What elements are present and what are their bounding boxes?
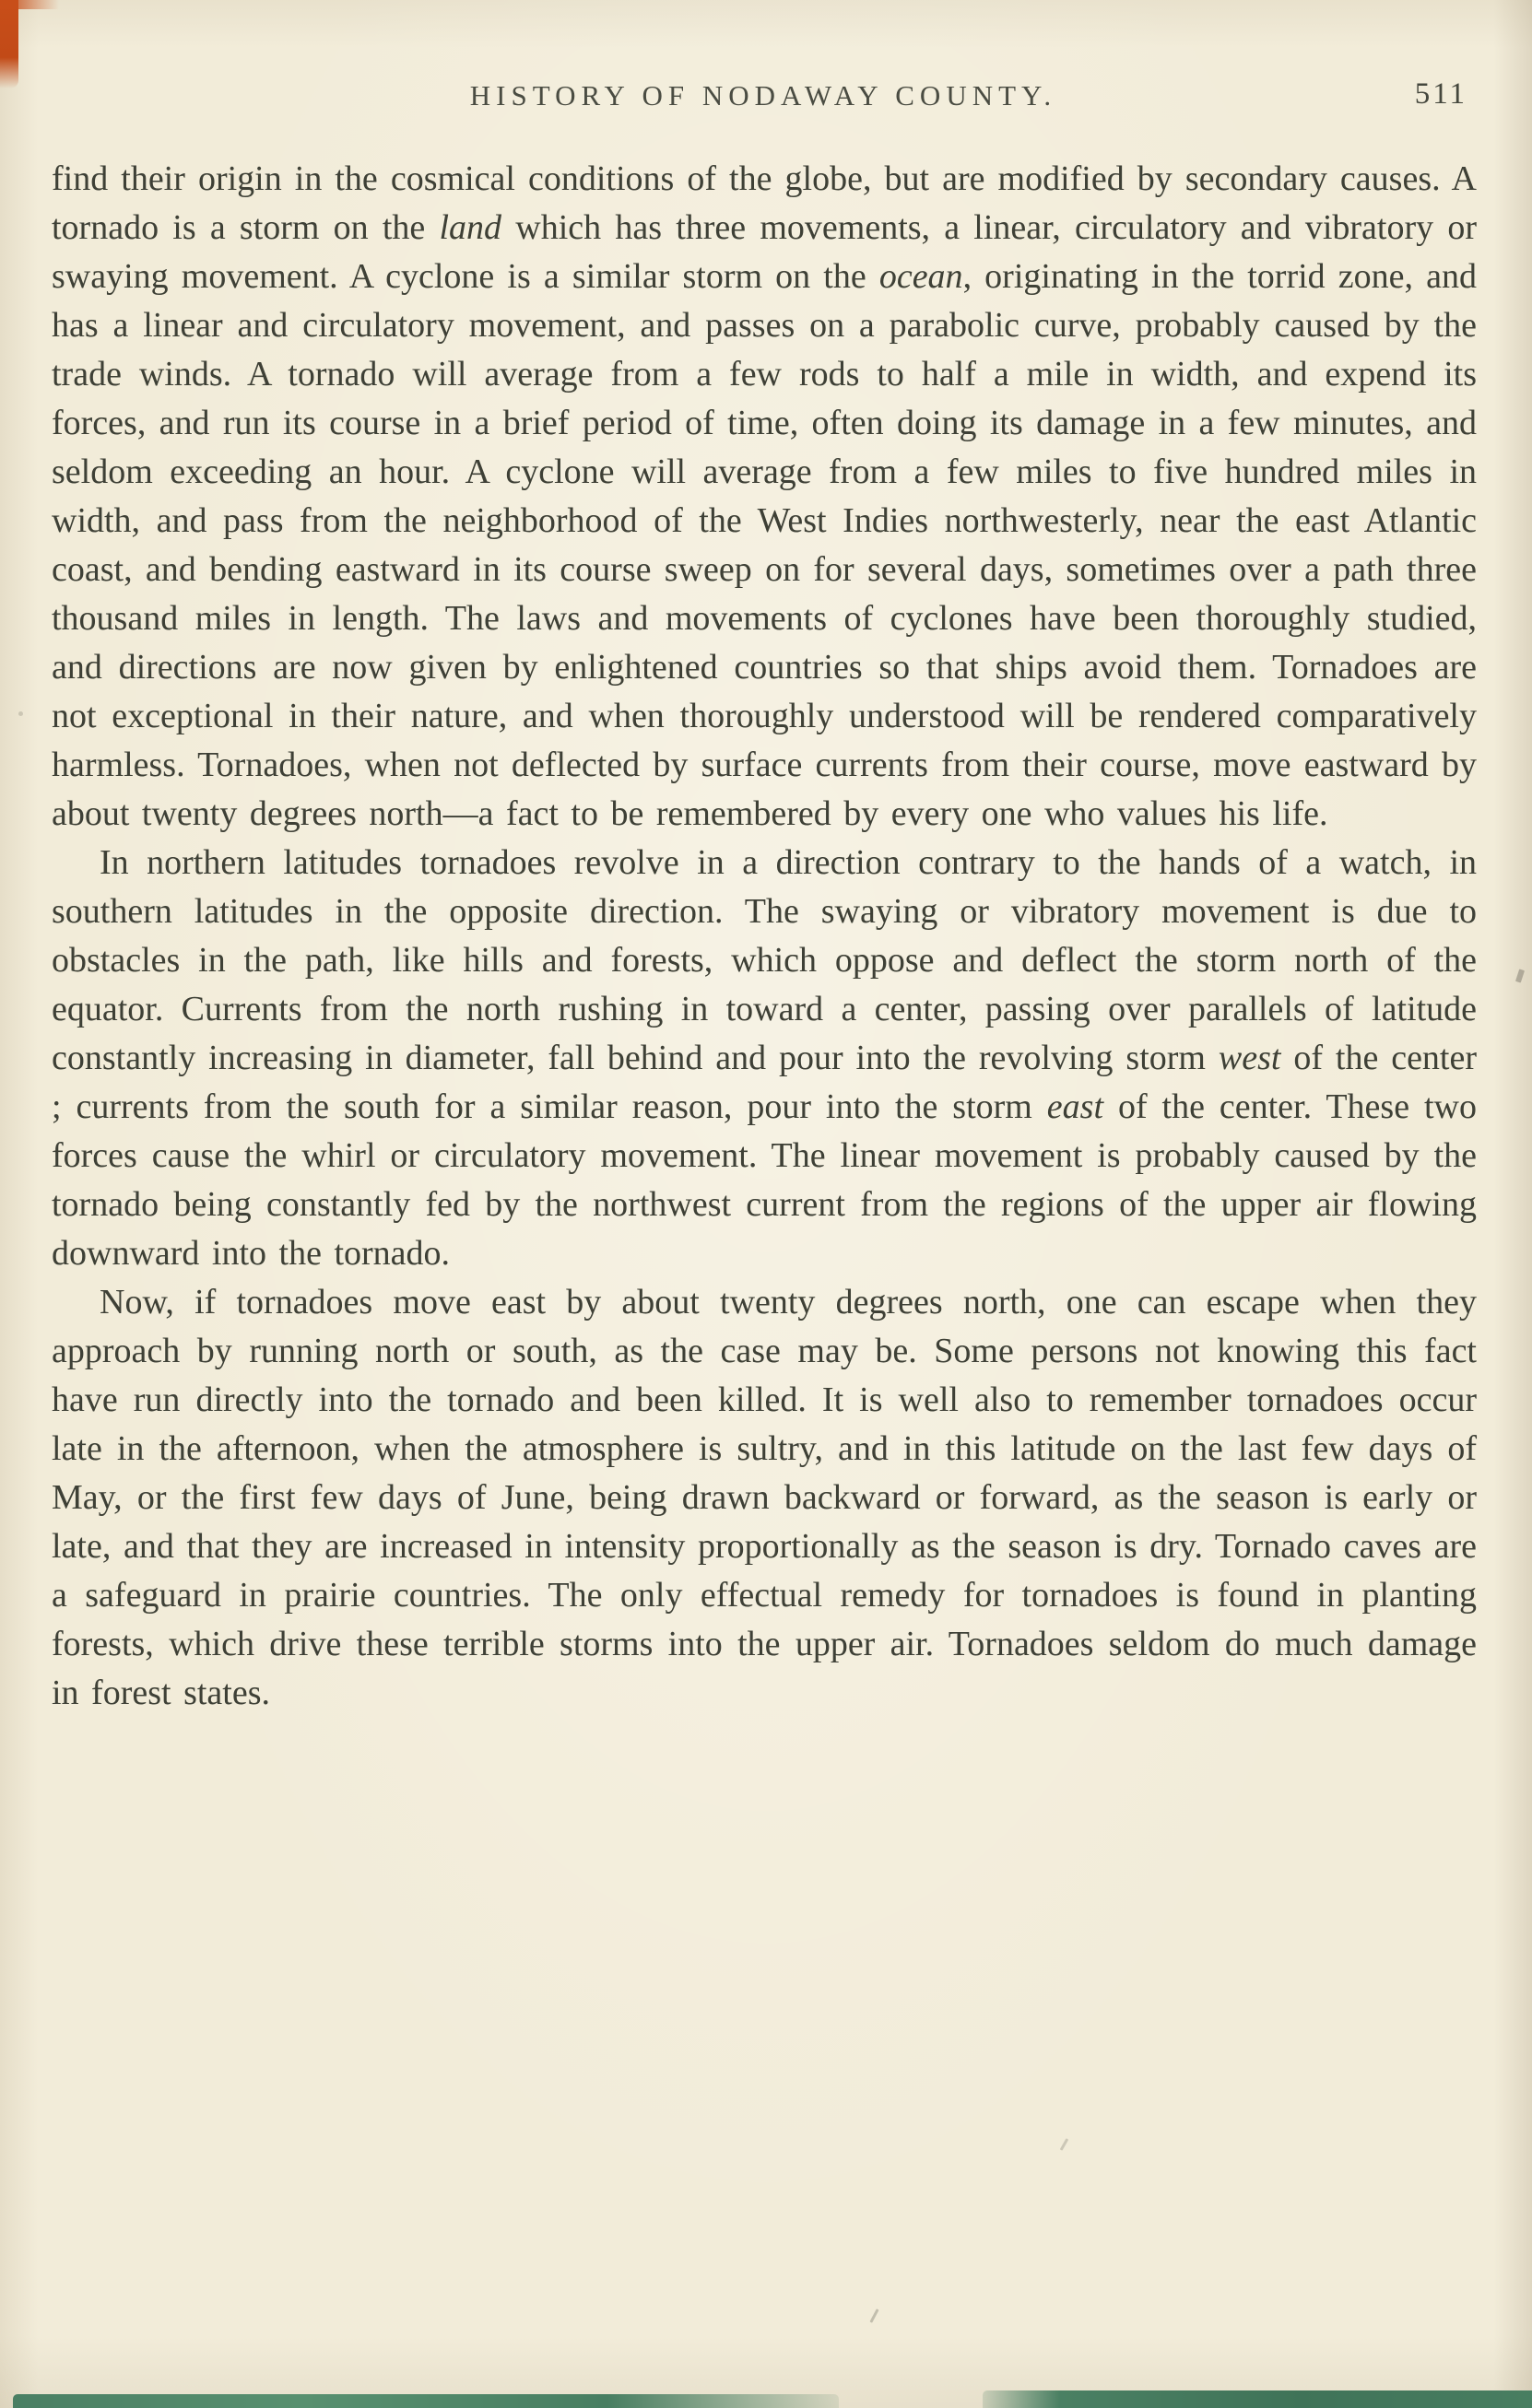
text-run: of the center ; currents from the south for a similar reason, pour into the storm bbox=[52, 1039, 1478, 1126]
page-number: 511 bbox=[1414, 77, 1467, 111]
italic-text-run: west bbox=[1218, 1039, 1281, 1077]
scan-artifact-green-strip-left bbox=[13, 2394, 839, 2408]
scan-speck bbox=[18, 711, 23, 716]
paragraph bbox=[52, 155, 1477, 839]
text-run: find their origin in the cosmical conditions of the globe, but are modified by secondary causes. A tornado is a storm on the bbox=[52, 159, 1477, 247]
scan-artifact-green-strip-right bbox=[983, 2390, 1532, 2408]
scan-speck bbox=[1515, 969, 1525, 982]
scan-artifact-red-edge bbox=[0, 0, 18, 88]
page-text bbox=[52, 155, 1477, 1718]
paragraph bbox=[52, 1278, 1477, 1718]
text-run: of the center. These two forces cause the whirl or circulatory movement. The linear movement is probably caused by the tornado being constantly fed by the northwest current from the regions of the upper air flowing downward into the tornado. bbox=[52, 1087, 1477, 1273]
text-run: In northern latitudes tornadoes revolve in a direction contrary to the hands of a watch, in southern latitudes in the opposite direction. The swaying or vibratory movement is due to obstacles in the path, like hills and forests, which oppose and deflect the storm north of the equator. Currents from the north rushing in toward a center, passing over parallels of latitude constantly increasing in diameter, fall behind and pour into the revolving storm bbox=[52, 843, 1477, 1077]
scan-speck bbox=[1060, 2138, 1069, 2151]
running-title: HISTORY OF NODAWAY COUNTY. bbox=[469, 79, 1057, 112]
page-header bbox=[52, 79, 1475, 120]
text-run: Now, if tornadoes move east by about twenty degrees north, one can escape when they approach by running north or south, as the case may be. Some persons not knowing this fact have run directly into the tornado and been killed. It is well also to remember tornadoes occur late in the afternoon, when the atmosphere is sultry, and in this latitude on the last few days of May, or the first few days of June, being drawn backward or forward, as the season is early or late, and that they are increased in intensity proportionally as the season is dry. Tornado caves are a safeguard in prairie countries. The only effectual remedy for tornadoes is found in planting forests, which drive these terrible storms into the upper air. Tornadoes seldom do much damage in forest states. bbox=[52, 1283, 1477, 1712]
scan-speck bbox=[869, 2308, 878, 2323]
text-run: , originating in the torrid zone, and has a linear and circulatory movement, and passes on a parabolic curve, probably caused by the trade winds. A tornado will average from a few rods to half a mile in width, and expend its forces, and run its course in a brief period of time, often doing its damage in a few minutes, and seldom exceeding an hour. A cyclone will average from a few miles to five hundred miles in width, and pass from the neighborhood of the West Indies northwesterly, near the east Atlantic coast, and bending eastward in its course sweep on for several days, sometimes over a path three thousand miles in length. The laws and movements of cyclones have been thoroughly studied, and directions are now given by enlightened countries so that ships avoid them. Tornadoes are not exceptional in their nature, and when thoroughly understood will be rendered comparatively harmless. Tornadoes, when not deflected by surface currents from their course, move eastward by about twenty degrees north—a fact to be remembered by every one who values his life. bbox=[52, 257, 1477, 833]
text-run: which has three movements, a linear, circulatory and vibratory or swaying movement. A cyclone is a similar storm on the bbox=[52, 208, 1477, 296]
italic-text-run: east bbox=[1046, 1087, 1104, 1126]
paragraph bbox=[52, 839, 1477, 1278]
italic-text-run: land bbox=[439, 208, 502, 247]
scan-artifact-red-edge-top bbox=[0, 0, 59, 9]
italic-text-run: ocean bbox=[878, 257, 963, 296]
